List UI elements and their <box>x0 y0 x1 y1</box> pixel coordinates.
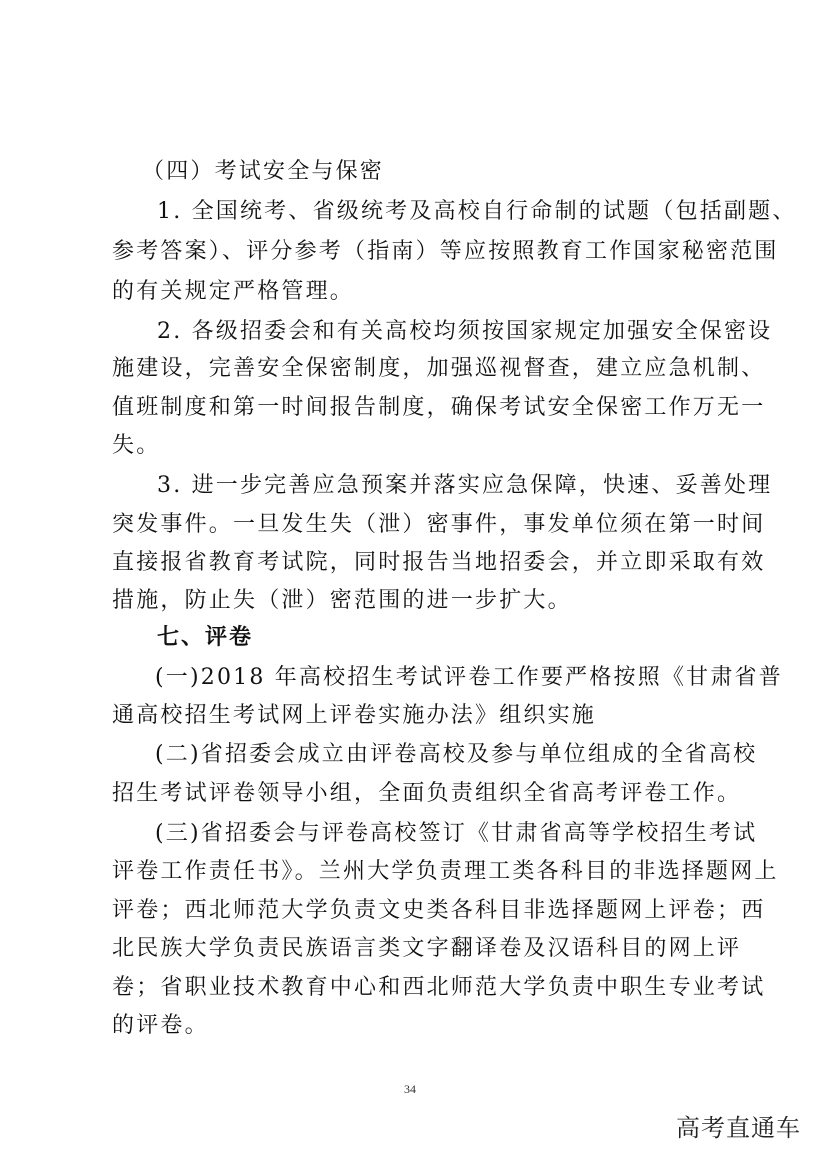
paragraph-line: 的有关规定严格管理。 <box>112 279 355 304</box>
paragraph-line: 施建设，完善安全保密制度，加强巡视督查，建立应急机制、 <box>112 356 766 381</box>
paragraph-line: 参考答案）、评分参考（指南）等应按照教育工作国家秘密范围 <box>112 239 779 264</box>
section-four-heading: （四）考试安全与保密 <box>142 159 385 184</box>
section-seven-heading: 七、评卷 <box>157 625 254 650</box>
paragraph-line: 直接报省教育考试院，同时报告当地招委会，并立即采取有效 <box>112 550 766 575</box>
paragraph-line: 卷；省职业技术教育中心和西北师范大学负责中职生专业考试 <box>112 975 766 1000</box>
paragraph-line: 失。 <box>112 433 161 458</box>
paragraph-line: 值班制度和第一时间报告制度，确保考试安全保密工作万无一 <box>112 395 766 420</box>
paragraph-line: (三)省招委会与评卷高校签订《甘肃省高等学校招生考试 <box>155 821 758 846</box>
paragraph-line: 评卷；西北师范大学负责文史类各科目非选择题网上评卷；西 <box>112 898 766 923</box>
watermark: 高考直通车 <box>676 1114 801 1142</box>
paragraph-line: 2. 各级招委会和有关高校均须按国家规定加强安全保密设 <box>157 319 773 344</box>
paragraph-line: (一)2018 年高校招生考试评卷工作要严格按照《甘肃省普 <box>155 665 783 690</box>
paragraph-line: 的评卷。 <box>112 1013 209 1038</box>
paragraph-line: 北民族大学负责民族语言类文字翻译卷及汉语科目的网上评 <box>112 936 742 961</box>
paragraph-line: 通高校招生考试网上评卷实施办法》组织实施 <box>112 703 597 728</box>
paragraph-line: 招生考试评卷领导小组，全面负责组织全省高考评卷工作。 <box>112 781 742 806</box>
paragraph-line: 突发事件。一旦发生失（泄）密事件，事发单位须在第一时间 <box>112 512 766 537</box>
paragraph-line: 1. 全国统考、省级统考及高校自行命制的试题（包括副题、 <box>157 199 797 224</box>
page-number: 34 <box>404 1082 416 1096</box>
paragraph-line: 3. 进一步完善应急预案并落实应急保障，快速、妥善处理 <box>157 473 773 498</box>
paragraph-line: 评卷工作责任书》。兰州大学负责理工类各科目的非选择题网上 <box>112 859 779 884</box>
paragraph-line: 措施，防止失（泄）密范围的进一步扩大。 <box>112 588 572 613</box>
paragraph-line: (二)省招委会成立由评卷高校及参与单位组成的全省高校 <box>155 742 758 767</box>
